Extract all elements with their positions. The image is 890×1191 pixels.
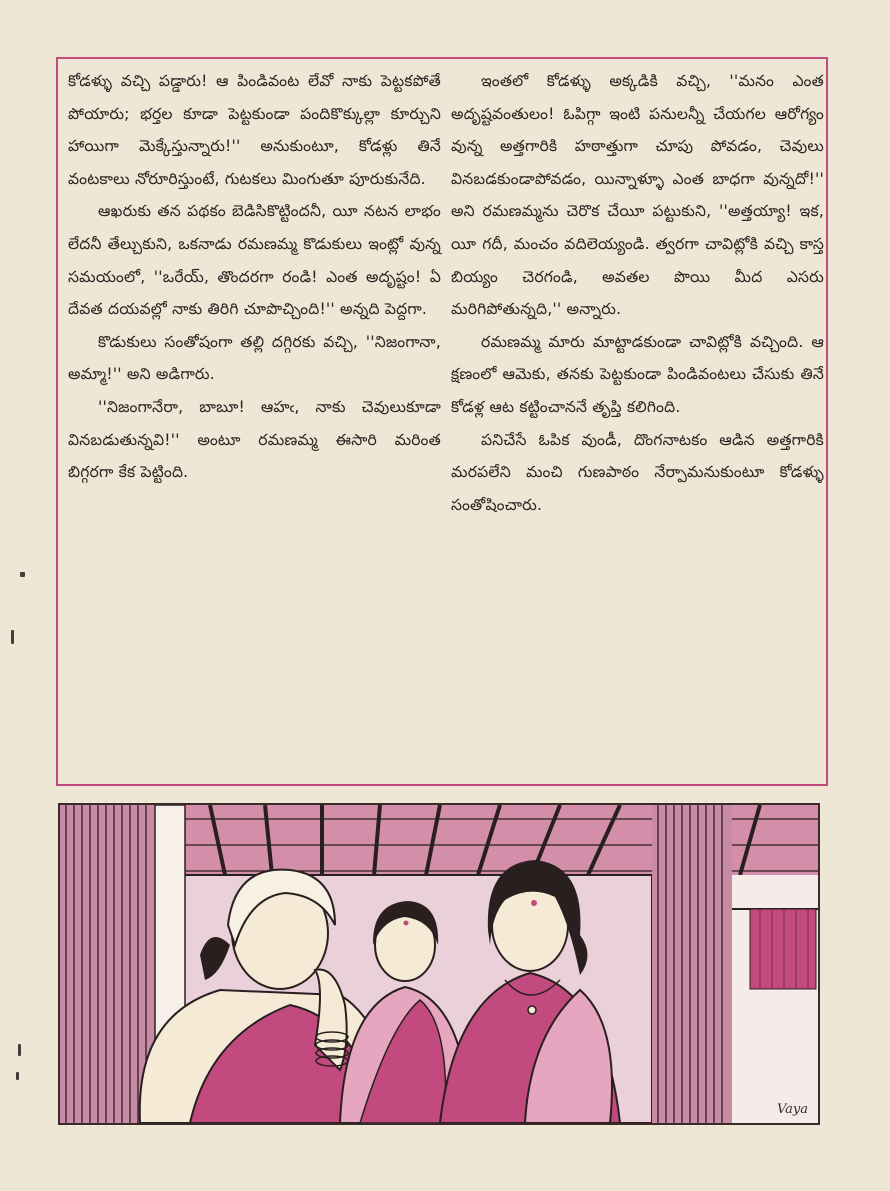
margin-speck [20, 572, 25, 577]
paragraph: కొడుకులు సంతోషంగా తల్లి దగ్గిరకు వచ్చి, ''నిజంగానా, అమ్మా!'' అని అడిగారు. [68, 332, 441, 384]
paragraph: రమణమ్మ మారు మాట్టాడకుండా చావిట్లోకి వచ్చింది. ఆ క్షణంలో ఆమెకు, తనకు పెట్టకుండా పిండివంటలు చేసుకు తినే కోడళ్ల ఆట కట్టించాననే తృప్తి కలిగింది. [451, 332, 824, 416]
left-text-column [68, 65, 441, 489]
margin-speck [16, 1072, 19, 1080]
illustration-scene [60, 805, 818, 1123]
paragraph: ''నిజంగానేరా, బాబూ! ఆహఁ, నాకు చెవులుకూడా వినబడుతున్నవి!'' అంటూ రమణమ్మ ఈసారి మరింత బిగ్గరగా కేక పెట్టింది. [68, 397, 441, 482]
margin-speck [11, 630, 14, 644]
paragraph: కోడళ్ళు వచ్చి పడ్డారు! ఆ పిండివంట లేవో నాకు పెట్టకపోతే పోయారు; భర్తల కూడా పెట్టకుండా పందికొక్కుల్లా కూర్చుని హాయిగా మెక్కేస్తున్నారు!'' అనుకుంటూ, కోడళ్లు తినే వంటకాలు నోరూరిస్తుంటే, గుటకలు మింగుతూ పూరుకునేది. [68, 72, 441, 188]
paragraph: ఇంతలో కోడళ్ళు అక్కడికి వచ్చి, ''మనం ఎంత అదృష్టవంతులం! ఓపిగ్గా ఇంటి పనులన్నీ చేయగల ఆరోగ్యం వున్న అత్తగారికి హఠాత్తుగా చూపు పోవడం, చెవులు వినబడకుండాపోవడం, యిన్నాళ్ళూ ఎంత బాధగా వున్నదో!'' అని రమణమ్మను చెరొక చేయీ పట్టుకుని, ''అత్తయ్యా! ఇక, యీ గదీ, మంచం వదిలెయ్యండి. త్వరగా చావిట్లోకి వచ్చి కాస్త బియ్యం చెరగండి, అవతల పొయి మీద ఎసరు మరిగిపోతున్నది,'' అన్నారు. [451, 72, 824, 319]
artist-signature: Vaya [776, 1102, 808, 1117]
story-illustration [58, 803, 820, 1125]
paragraph: ఆఖరుకు తన పథకం బెడిసికొట్టిందనీ, యీ నటన లాభం లేదనీ తేల్చుకుని, ఒకనాడు రమణమ్మ కొడుకులు ఇంట్లో వున్న సమయంలో, ''ఒరేయ్, తొందరగా రండి! ఎంత అదృష్టం! ఏ దేవత దయవల్లో నాకు తిరిగి చూపొచ్చింది!'' అన్నది పెద్దగా. [68, 202, 441, 319]
right-text-column [451, 65, 824, 521]
paragraph: పనిచేసే ఓపిక వుండీ, దొంగనాటకం ఆడిన అత్తగారికి మరపలేని మంచి గుణపాఠం నేర్పామనుకుంటూ కోడళ్ళు సంతోషించారు. [451, 430, 824, 514]
story-text-frame [56, 57, 828, 786]
margin-speck [18, 1044, 21, 1056]
